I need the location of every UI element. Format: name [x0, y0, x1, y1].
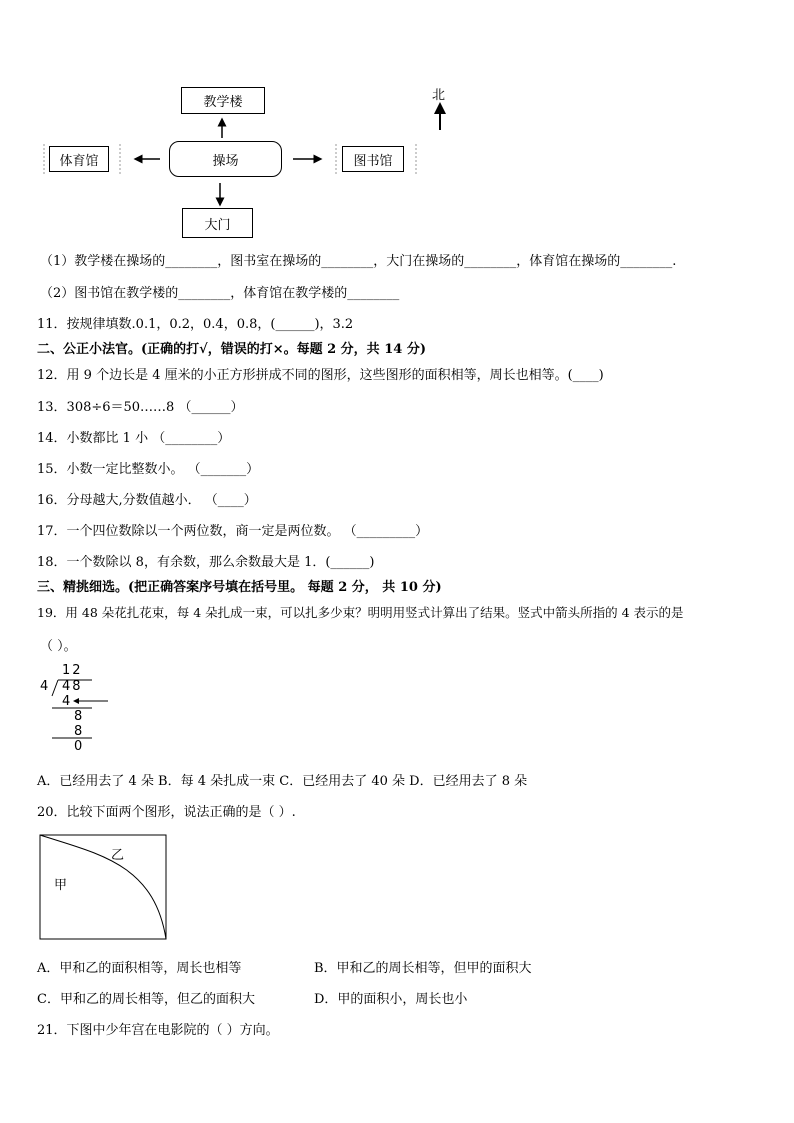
q10-part1: （1）教学楼在操场的________，图书室在操场的________，大门在操场的________，体育馆在操场的________.	[40, 254, 677, 269]
division-remainder: 0	[74, 739, 83, 754]
q11: 11．按规律填数.0.1，0.2，0.4，0.8，(______)，3.2	[37, 317, 354, 332]
q21: 21．下图中少年宫在电影院的（ ）方向。	[37, 1023, 279, 1038]
q19: 19．用 48 朵花扎花束，每 4 朵扎成一束，可以扎多少束？明明用竖式计算出了结果。竖式中箭头所指的 4 表示的是	[37, 605, 684, 620]
q18: 18．一个数除以 8，有余数，那么余数最大是 1．(______)	[37, 555, 375, 570]
division-step3: 8	[74, 724, 83, 739]
division-divisor: 4	[40, 679, 49, 694]
q15: 15．小数一定比整数小。 （_______）	[37, 462, 260, 477]
north-label: 北	[432, 88, 446, 103]
q17: 17．一个四位数除以一个两位数，商一定是两位数。 （_________）	[37, 524, 429, 539]
shape-label-jia: 甲	[54, 878, 68, 893]
gym-label: 体育馆	[59, 153, 99, 169]
q20-option-b: B．甲和乙的周长相等，但甲的面积大	[314, 961, 532, 976]
division-step2: 8	[74, 709, 83, 724]
q14: 14．小数都比 1 小 （________）	[37, 431, 231, 446]
library-label: 图书馆	[353, 153, 393, 169]
q10-part2: （2）图书馆在教学楼的________，体育馆在教学楼的________	[40, 286, 400, 301]
q20-option-a: A．甲和乙的面积相等，周长也相等	[37, 961, 242, 976]
shape-label-yi: 乙	[111, 848, 125, 863]
division-quotient: 12	[62, 663, 83, 678]
division-step1: 4	[62, 694, 71, 709]
q19-options: A．已经用去了 4 朵 B．每 4 朵扎成一束 C．已经用去了 40 朵 D．已经用去了 8 朵	[37, 774, 528, 789]
teaching-building-label: 教学楼	[203, 95, 243, 110]
q20-option-c: C．甲和乙的周长相等，但乙的面积大	[37, 992, 255, 1007]
division-dividend: 48	[62, 679, 83, 694]
q19-paren: （ ）。	[40, 639, 77, 654]
q12: 12．用 9 个边长是 4 厘米的小正方形拼成不同的图形，这些图形的面积相等，周长也相等。(____)	[37, 368, 604, 383]
section-2-heading: 二、公正小法官。(正确的打√，错误的打×。每题 2 分，共 14 分)	[37, 342, 426, 357]
q20-option-d: D．甲的面积小，周长也小	[314, 992, 468, 1007]
map-arrows	[0, 0, 794, 260]
q13: 13．308÷6＝50……8 （______）	[37, 400, 244, 415]
playground-label: 操场	[212, 153, 239, 169]
division-lines	[0, 660, 120, 760]
q20: 20．比较下面两个图形，说法正确的是（ ）.	[37, 805, 296, 820]
section-3-heading: 三、精挑细选。(把正确答案序号填在括号里。 每题 2 分， 共 10 分)	[37, 580, 442, 595]
gate-label: 大门	[204, 217, 231, 233]
q16: 16．分母越大,分数值越小． （____）	[37, 493, 257, 508]
